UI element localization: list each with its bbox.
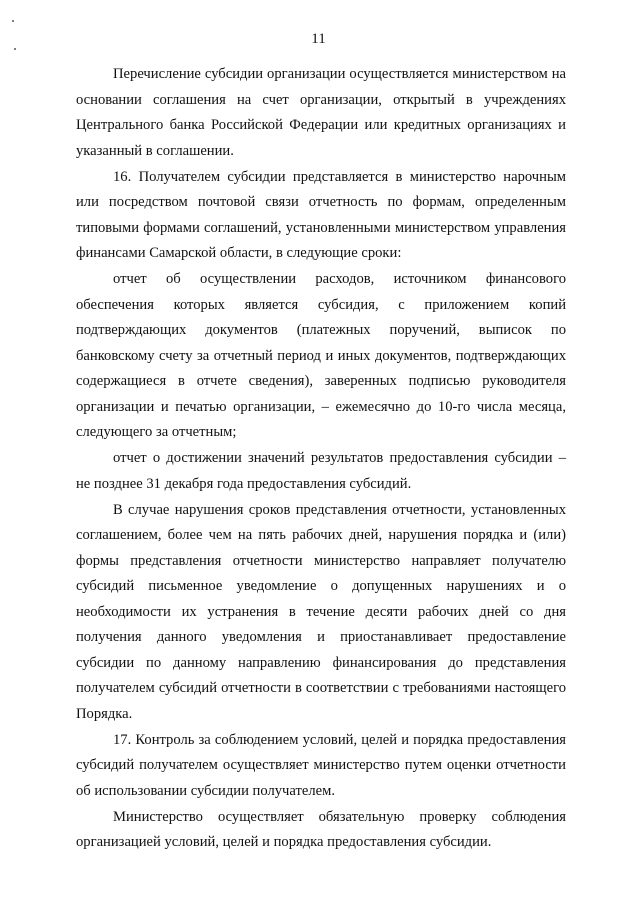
paragraph-violation-notice: В случае нарушения сроков представления отчетности, установленных соглашением, более чем на пять рабочих дней, нарушения порядка и (или) формы представления отчетности министерство направляет получателю субсидий письменное уведомление о допущенных нарушениях и о необходимости их устранения в течение десяти рабочих дней со дня получения данного уведомления и приостанавливает предоставление субсидии по данному направлению финансирования до представления получателем субсидий отчетности в соответствии с требованиями настоящего Порядка. (76, 501, 566, 722)
paragraph-17-control: 17. Контроль за соблюдением условий, целей и порядка предоставления субсидий получателем осуществляет министерство путем оценки отчетности об использовании субсидии получателем. (76, 731, 566, 799)
paragraph-expense-report: отчет об осуществлении расходов, источником финансового обеспечения которых является субсидия, с приложением копий подтверждающих документов (платежных поручений, выписок по банковскому счету за отчетный период и иных документов, подтверждающих содержащиеся в отчете сведения), заверенных подписью руководителя организации и печатью организации, – ежемесячно до 10-го числа месяца, следующего за отчетным; (76, 271, 566, 440)
paragraph-16-reporting: 16. Получателем субсидии представляется в министерство нарочным или посредством почтовой связи отчетность по формам, определенным типовыми формами соглашений, установленными министерством управления финансами Самарской области, в следующие сроки: (76, 168, 566, 261)
scan-speck (12, 20, 14, 22)
paragraph-mandatory-check: Министерство осуществляет обязательную проверку соблюдения организацией условий, целей и порядка предоставления субсидии. (76, 808, 566, 850)
page-number: 11 (311, 31, 326, 47)
paragraph-subsidy-transfer: Перечисление субсидии организации осуществляется министерством на основании соглашения на счет организации, открытый в учреждениях Центрального банка Российской Федерации или кредитных организациях и указанный в соглашении. (76, 66, 566, 159)
paragraph-results-report: отчет о достижении значений результатов предоставления субсидии – не позднее 31 декабря года предоставления субсидий. (76, 450, 566, 492)
document-body (76, 62, 566, 856)
